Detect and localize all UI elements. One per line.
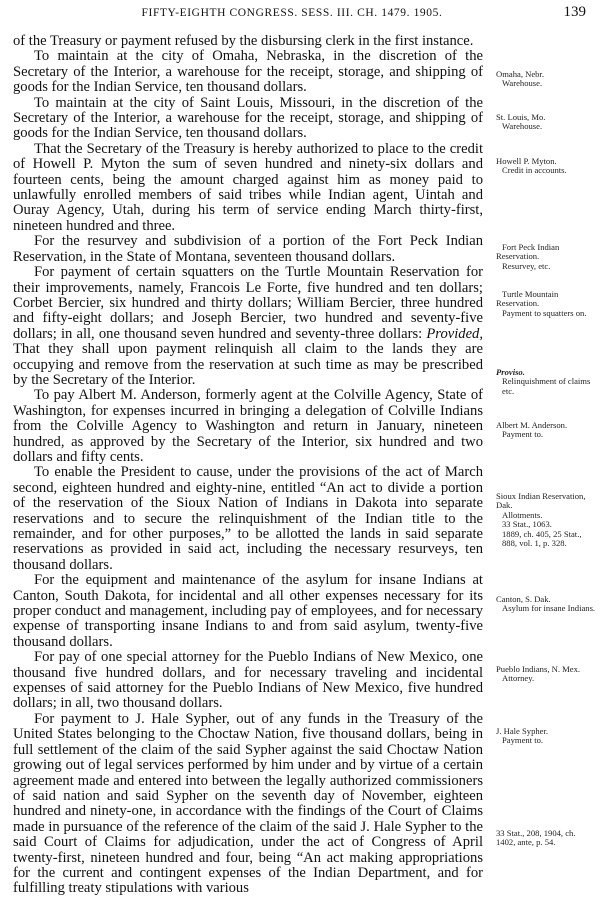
paragraph-treasury-continuation: of the Treasury or payment refused by the disbursing clerk in the first instance.: [13, 33, 474, 49]
margin-note-fort-peck: Fort Peck Indian Reservation. Resurvey, etc.: [496, 242, 560, 271]
paragraph-fort-peck-resurvey: For the resurvey and subdivision of a portion of the Fort Peck Indian Reservation, in the State of Montana, seventeen thousand dollars.: [13, 233, 483, 265]
paragraph-sioux-allotments: To enable the President to cause, under the provisions of the act of March second, eighteen hundred and eighty-nine, entitled “An act to divide a portion of the reservation of the Sioux Nation of Indians in Dakota into separate reservations and to secure the relinquishment of the Indian title to the remainder, and for other purposes,” to be allotted the lands in said separate reservations as provided in said act, including the necessary resurveys, ten thousand dollars.: [13, 464, 483, 573]
paragraph-myton-credit: That the Secretary of the Treasury is hereby authorized to place to the credit of Howell P. Myton the sum of seven hundred and ninety-six dollars and fourteen cents, being the amount charged against him as money paid to unlawfully enrolled members of said tribes while Indian agent, Uintah and Ouray Agency, Utah, during his term of service ending March thirty-first, nineteen hundred and three.: [13, 140, 483, 234]
margin-note-stat-reference: 33 Stat., 208, 1904, ch. 1402, ante, p. 54.: [496, 828, 576, 848]
margin-note-proviso: Proviso. Relinquishment of claims etc.: [496, 367, 591, 396]
proviso-text: That they shall upon payment relinquish all claim to the lands they are occupying and remove from the reservation at such time as may be prescribed by the Secretary of the Interior.: [13, 341, 483, 388]
margin-note-st-louis: St. Louis, Mo. Warehouse.: [496, 112, 546, 132]
paragraph-sypher-payment: For payment to J. Hale Sypher, out of any funds in the Treasury of the United States belonging to the Choctaw Nation, five thousand dollars, being in full settlement of the claim of the said Sypher against the said Choctaw Nation growing out of legal services performed by him under and by virtue of a certain agreement made and entered into between the legally authorized commissioners of said nation and said Sypher on the seventh day of November, eighteen hundred and ninety-one, in accordance with the findings of the Court of Claims made in pursuance of the reference of the claim of the said J. Hale Sypher to the said Court of Claims for adjudication, under the act of Congress of April twenty-first, nineteen hundred and four, being “An act making appropriations for the current and contingent expenses of the Indian Department, and for fulfilling treaty stipulations with various: [13, 710, 483, 897]
margin-note-myton: Howell P. Myton. Credit in accounts.: [496, 156, 567, 176]
page-number: 139: [563, 4, 586, 20]
statute-text: [13, 34, 483, 897]
margin-note-pueblo: Pueblo Indians, N. Mex. Attorney.: [496, 664, 581, 684]
margin-note-turtle-mountain: Turtle Mountain Reservation. Payment to squatters on.: [496, 289, 587, 318]
paragraph-omaha-warehouse: To maintain at the city of Omaha, Nebraska, in the discretion of the Secretary of the Interior, a warehouse for the receipt, storage, and shipping of goods for the Indian Service, ten thousand dollars.: [13, 48, 483, 96]
paragraph-pueblo-attorney: For pay of one special attorney for the Pueblo Indians of New Mexico, one thousand five hundred dollars, and for necessary traveling and incidental expenses of said attorney for the Pueblo Indians of New Mexico, five hundred dollars; in all, two thousand dollars.: [13, 649, 483, 712]
margin-note-canton: Canton, S. Dak. Asylum for insane Indians.: [496, 594, 596, 614]
paragraph-turtle-mountain-squatters: [13, 265, 483, 388]
margin-note-omaha: Omaha, Nebr. Warehouse.: [496, 69, 544, 89]
margin-note-sypher: J. Hale Sypher. Payment to.: [496, 726, 549, 746]
running-head-title: FIFTY-EIGHTH CONGRESS. SESS. III. CH. 1479. 1905.: [141, 7, 443, 19]
paragraph-anderson-payment: To pay Albert M. Anderson, formerly agent at the Colville Agency, State of Washington, for expenses incurred in bringing a delegation of Colville Indians from the Colville Agency to Washington and return in January, nineteen hundred, as approved by the Secretary of the Interior, six hundred and two dollars and fifty cents.: [13, 387, 483, 465]
provided-keyword: Provided,: [426, 325, 483, 342]
margin-note-sioux: Sioux Indian Reservation, Dak. Allotments. 33 Stat., 1063. 1889, ch. 405, 25 Stat., 888, vol. 1, p. 328.: [496, 491, 586, 549]
margin-note-anderson: Albert M. Anderson. Payment to.: [496, 420, 568, 440]
running-head: [0, 4, 600, 24]
paragraph-st-louis-warehouse: To maintain at the city of Saint Louis, Missouri, in the discretion of the Secretary of the Interior, a warehouse for the receipt, storage, and shipping of goods for the Indian Service, ten thousand dollars.: [13, 94, 483, 142]
paragraph-canton-asylum: For the equipment and maintenance of the asylum for insane Indians at Canton, South Dakota, for incidental and all other expenses necessary for its proper conduct and management, including pay of employees, and for necessary expense of transporting insane Indians to and from said asylum, twenty-five thousand dollars.: [13, 572, 483, 650]
turtle-mountain-text: For payment of certain squatters on the Turtle Mountain Reservation for their improvements, namely, Francois Le Forte, five hundred and ten dollars; Corbet Bercier, six hundred and thirty dollars; William Bercier, three hundred and fifty-eight dollars; and Joseph Bercier, two hundred and seventy-five dollars; in all, one thousand seven hundred and seventy-three dollars:: [13, 264, 483, 342]
